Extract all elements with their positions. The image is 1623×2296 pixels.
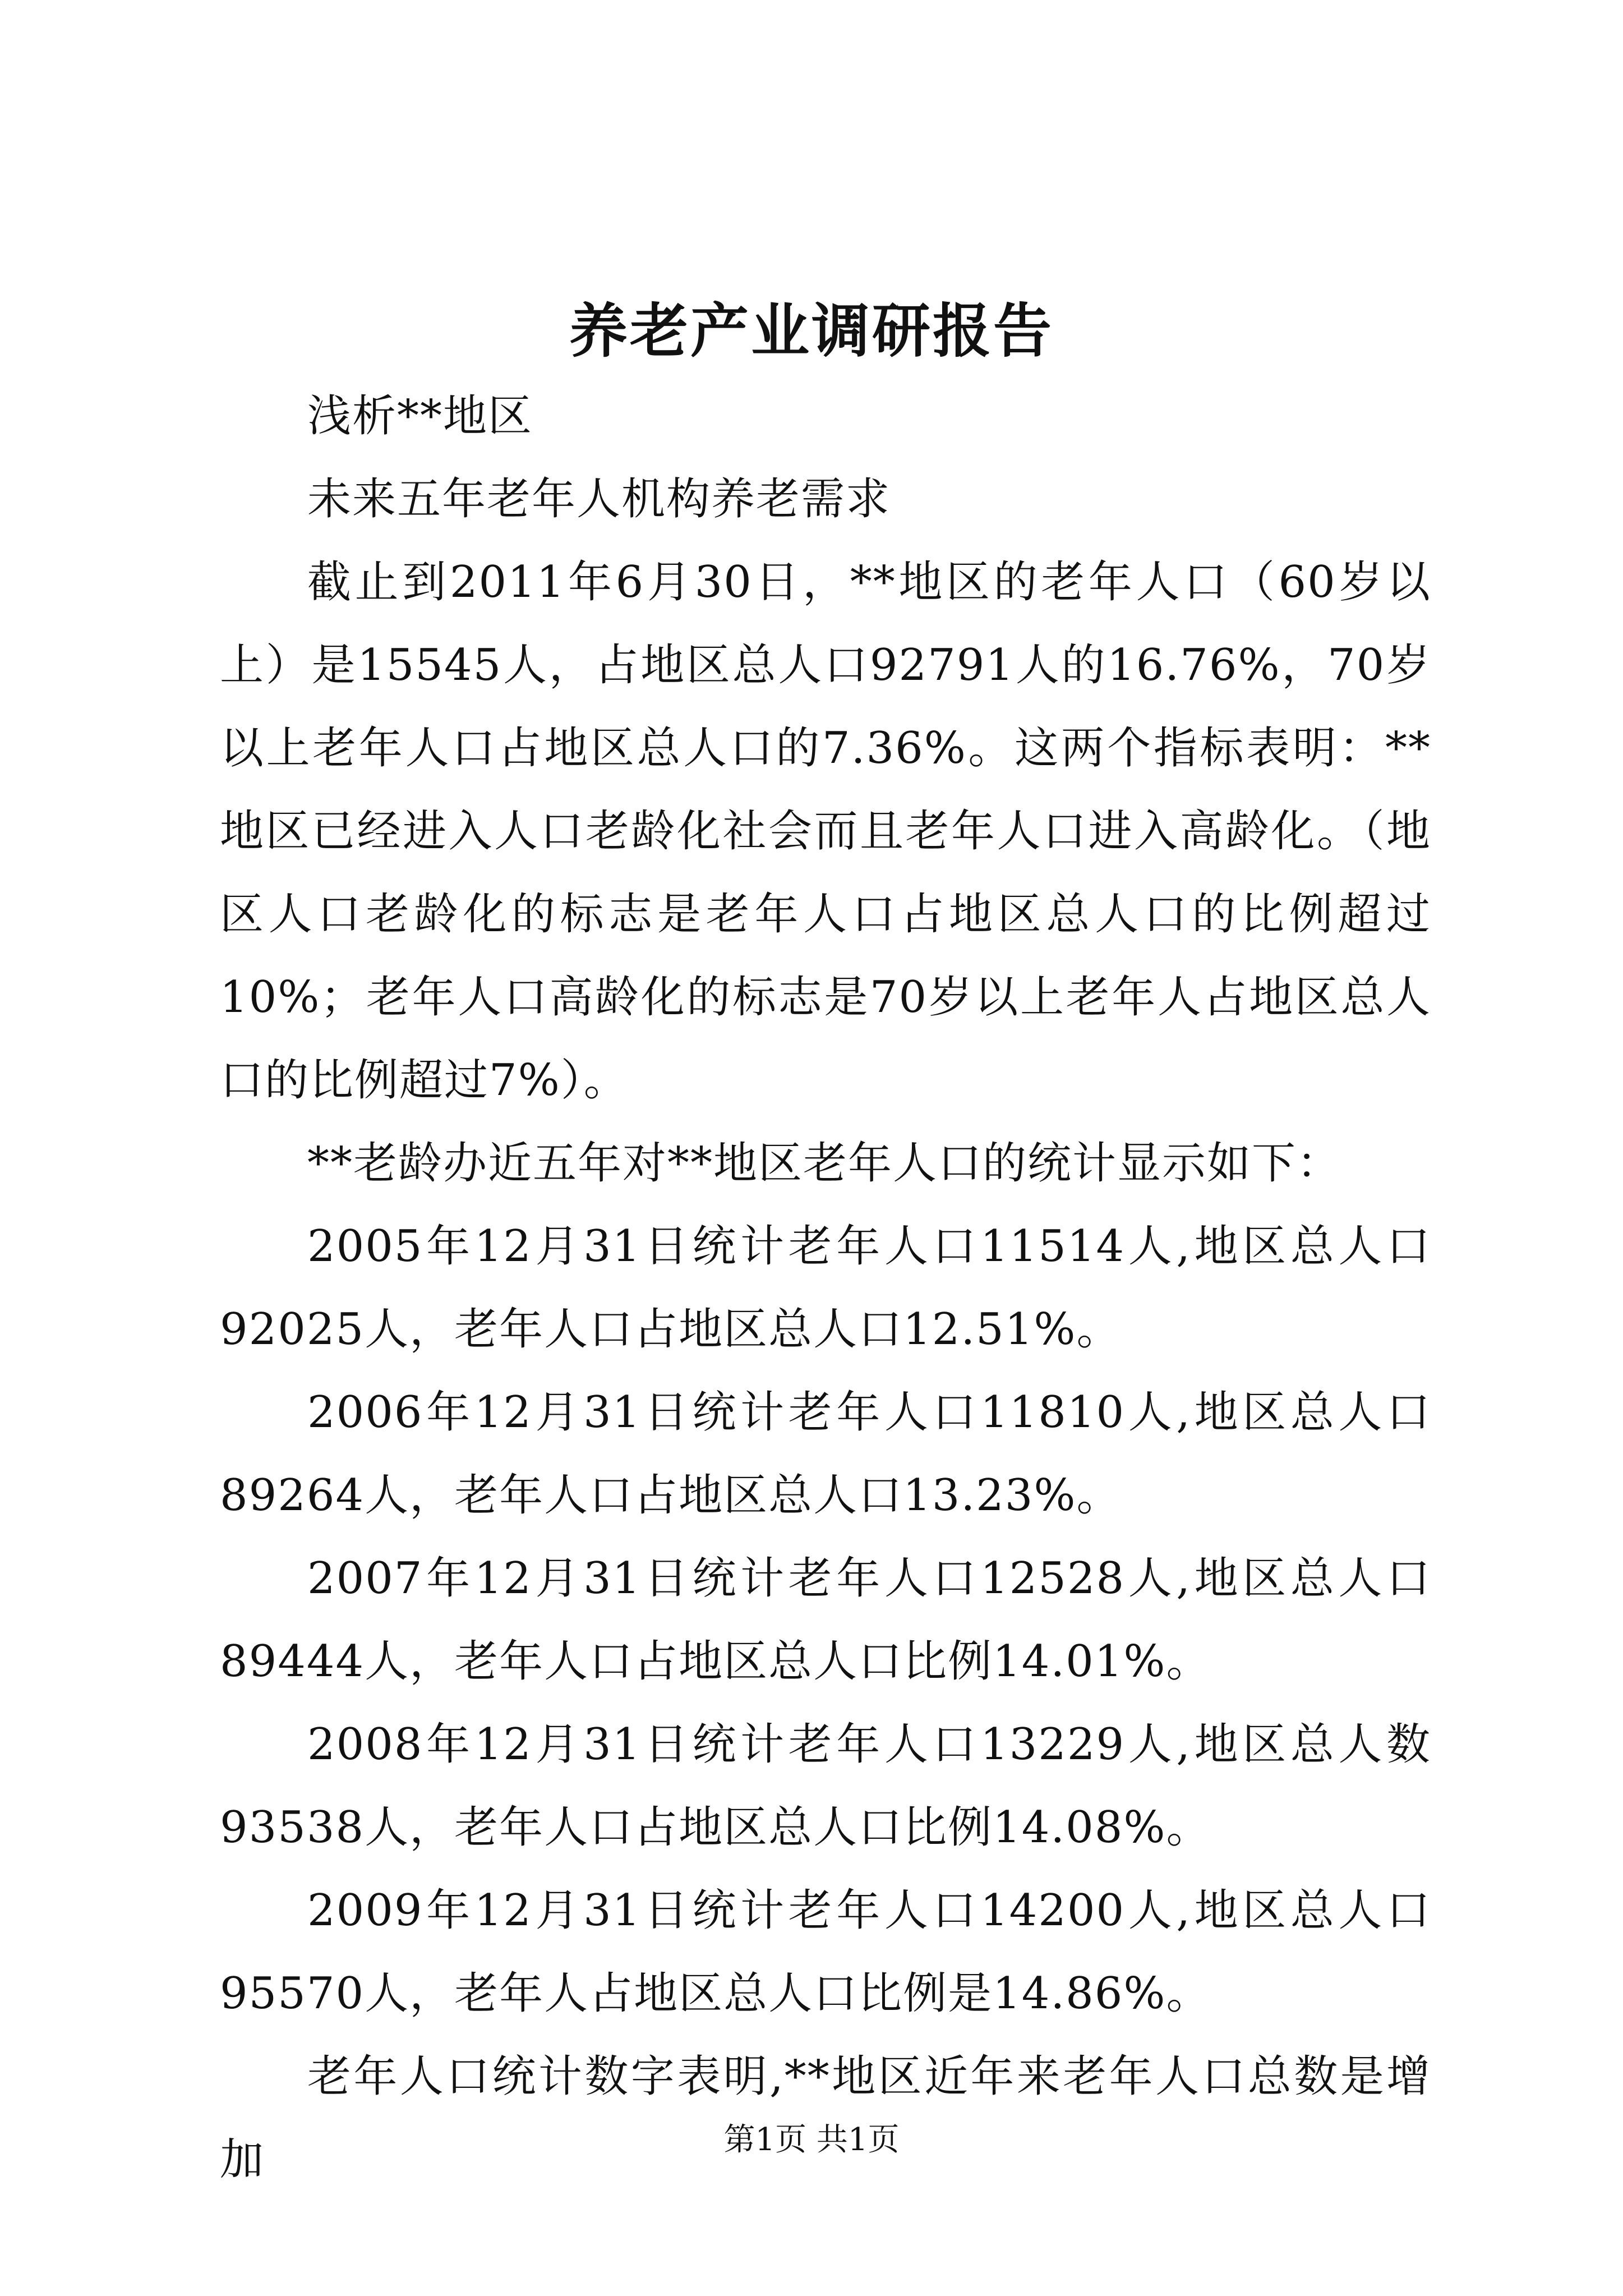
paragraph-stat-2007: 2007年12月31日统计老年人口12528人,地区总人口89444人，老年人口占地区总人口比例14.01%。 [220,1553,1431,1687]
paragraph-stat-2008: 2008年12月31日统计老年人口13229人,地区总人数93538人，老年人口占地区总人口比例14.08%。 [220,1719,1431,1853]
page-footer: 第1页 共1页 [723,2122,900,2158]
document-body [220,375,1431,2201]
paragraph-stats-heading: **老龄办近五年对**地区老年人口的统计显示如下： [307,1138,1342,1189]
paragraph-stat-2006: 2006年12月31日统计老年人口11810人,地区总人口89264人，老年人口占地区总人口13.23%。 [220,1387,1431,1521]
paragraph-intro: 截止到2011年6月30日，**地区的老年人口（60岁以上）是15545人，占地区总人口92791人的16.76%，70岁以上老年人口占地区总人口的7.36%。这两个指标表明：**地区已经进入人口老龄化社会而且老年人口进入高龄化。（地区人口老龄化的标志是老年人口占地区总人口的比例超过10%；老年人口高龄化的标志是70岁以上老年人占地区总人口的比例超过7%）。 [220,557,1431,1106]
document-title: 养老产业调研报告 [569,296,1054,365]
paragraph-conclusion: 老年人口统计数字表明,**地区近年来老年人口总数是增加 [220,2051,1431,2185]
paragraph-stat-2009: 2009年12月31日统计老年人口14200人,地区总人口95570人，老年人占地区总人口比例是14.86%。 [220,1885,1431,2019]
paragraph-stat-2005: 2005年12月31日统计老年人口11514人,地区总人口92025人，老年人口占地区总人口12.51%。 [220,1221,1431,1355]
subtitle-line-1: 浅析**地区 [307,391,533,441]
subtitle-line-2: 未来五年老年人机构养老需求 [307,474,891,524]
